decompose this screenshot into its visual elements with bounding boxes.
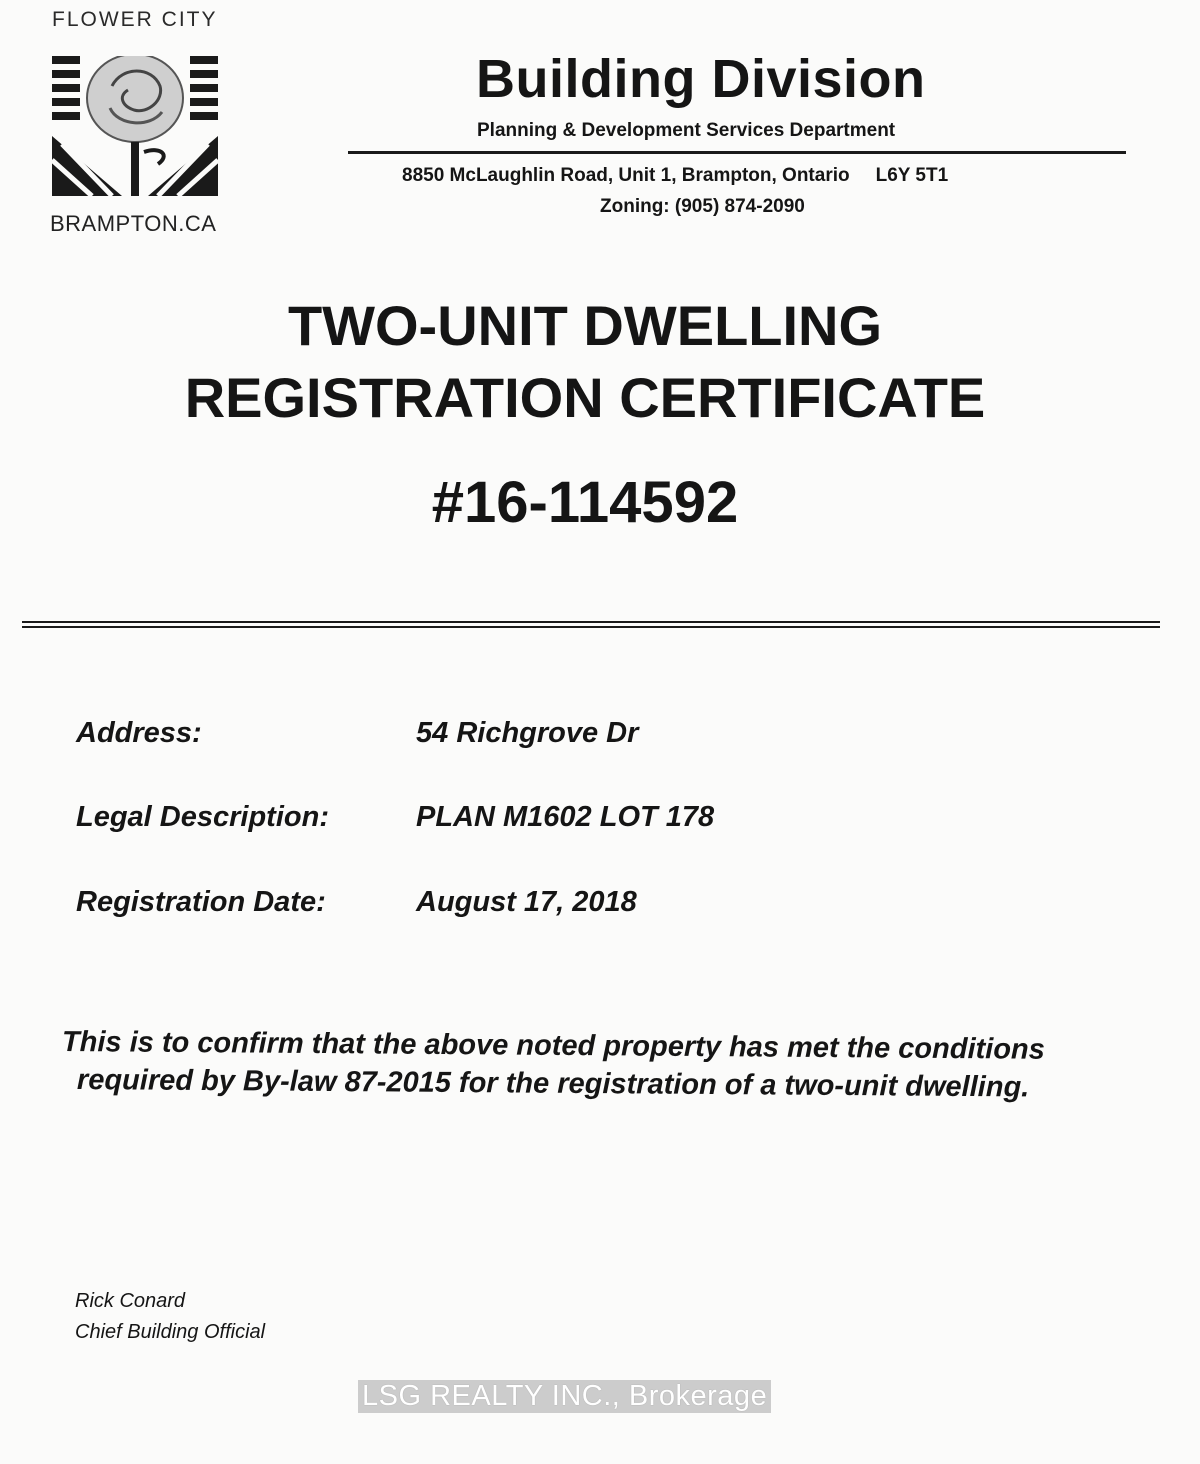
address-value: 54 Richgrove Dr (416, 717, 639, 749)
legal-description-label: Legal Description: (76, 801, 329, 833)
legal-description-value: PLAN M1602 LOT 178 (416, 801, 715, 833)
division-title: Building Division (476, 49, 926, 109)
zoning-phone: Zoning: (905) 874-2090 (600, 196, 805, 217)
address-label: Address: (76, 717, 202, 749)
office-address (402, 165, 948, 187)
registration-date-label: Registration Date: (76, 886, 326, 918)
confirmation-line-1: This is to confirm that the above noted property has met the conditions (61, 1026, 1045, 1066)
registration-date-value: August 17, 2018 (416, 886, 637, 918)
brampton-flower-logo-icon (52, 56, 218, 196)
logo-top-text: FLOWER CITY (52, 8, 218, 31)
signer-name: Rick Conard (75, 1290, 186, 1312)
certificate-number: #16-114592 (431, 470, 739, 535)
section-divider (22, 621, 1160, 628)
logo-bottom-text: BRAMPTON.CA (50, 211, 217, 236)
signer-title: Chief Building Official (75, 1321, 266, 1343)
office-postal-code: L6Y 5T1 (875, 165, 949, 186)
confirmation-line-2: required by By-law 87-2015 for the registration of a two-unit dwelling. (76, 1064, 1030, 1104)
brokerage-watermark: LSG REALTY INC., Brokerage (358, 1380, 771, 1413)
certificate-title-line-2: REGISTRATION CERTIFICATE (184, 366, 986, 429)
office-street-address: 8850 McLaughlin Road, Unit 1, Brampton, Ontario (402, 165, 850, 186)
department-name: Planning & Development Services Department (477, 120, 896, 141)
certificate-title-line-1: TWO-UNIT DWELLING (287, 294, 883, 357)
header-divider (348, 151, 1126, 154)
